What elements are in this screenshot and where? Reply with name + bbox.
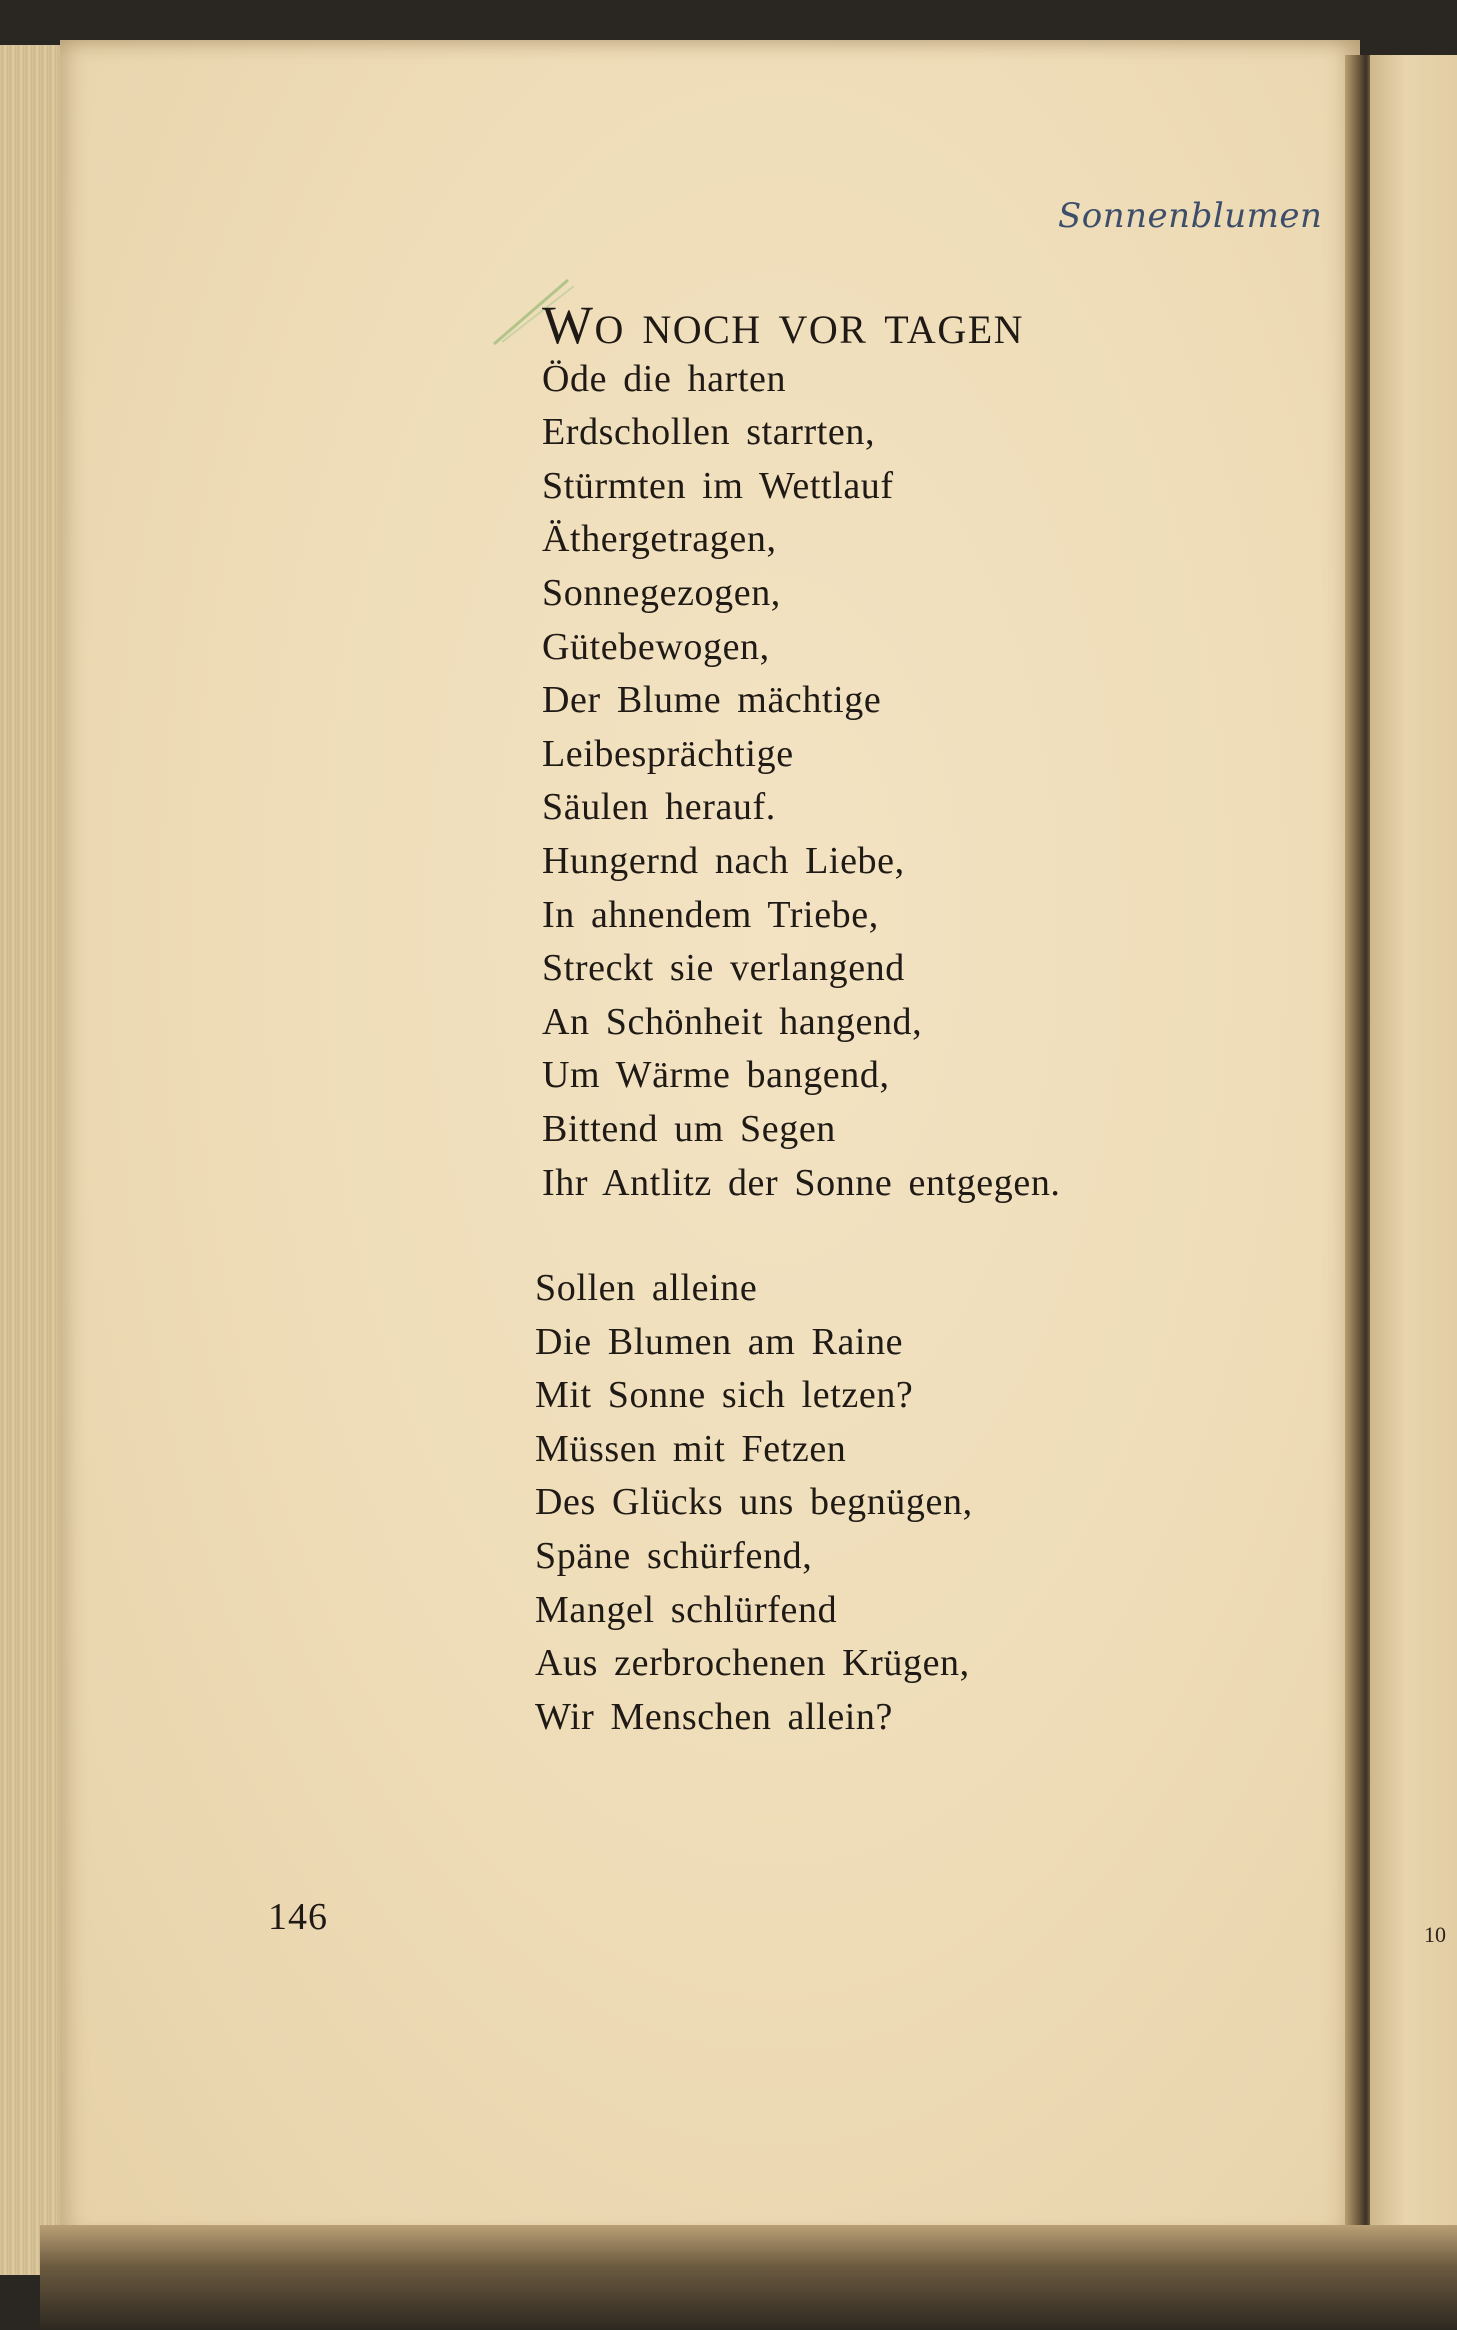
poem-stanza-2	[535, 1262, 973, 1744]
poem-line: Der Blume mächtige	[542, 679, 882, 722]
poem-line: Um Wärme bangend,	[542, 1054, 890, 1097]
poem-line: Des Glücks uns begnügen,	[535, 1481, 973, 1524]
poem-line: In ahnendem Triebe,	[542, 893, 879, 936]
poem-line: Äthergetragen,	[542, 518, 777, 561]
poem-line: Stürmten im Wettlauf	[542, 464, 894, 507]
poem-line: Gütebewogen,	[542, 625, 770, 668]
poem-line: Die Blumen am Raine	[535, 1320, 904, 1363]
poem-line: Öde die harten	[542, 357, 787, 400]
poem-line: Mangel schlürfend	[535, 1588, 838, 1631]
poem-line: Sollen alleine	[535, 1267, 758, 1309]
poem-line: Erdschollen starrten,	[542, 411, 876, 454]
poem-line: Späne schürfend,	[535, 1534, 813, 1577]
poem-line: Leibesprächtige	[542, 732, 794, 775]
bottom-edge-shadow	[40, 2225, 1457, 2330]
poem-line: Mit Sonne sich letzen?	[535, 1374, 914, 1417]
poem-line: Ihr Antlitz der Sonne entgegen.	[542, 1161, 1061, 1204]
poem-line: Sonnegezogen,	[542, 571, 781, 614]
poem-line: An Schönheit hangend,	[542, 1000, 923, 1043]
page-number: 146	[268, 1896, 328, 1938]
poem-line: Wir Menschen allein?	[535, 1695, 894, 1738]
poem-line: Müssen mit Fetzen	[535, 1427, 847, 1470]
poem-line: Aus zerbrochenen Krügen,	[535, 1642, 970, 1685]
poem-line: Säulen herauf.	[542, 786, 776, 829]
running-head: Sonnenblumen	[1058, 196, 1323, 236]
poem-line: Hungernd nach Liebe,	[542, 839, 905, 882]
folio-mark: 10	[1424, 1922, 1446, 1947]
poem-line: Bittend um Segen	[542, 1107, 836, 1150]
poem-title-line	[542, 295, 1061, 355]
drop-initial: W	[542, 295, 595, 355]
title-rest: O NOCH VOR TAGEN	[594, 307, 1025, 352]
poem-stanza-1	[542, 295, 1061, 1210]
poem-line: Streckt sie verlangend	[542, 947, 905, 990]
